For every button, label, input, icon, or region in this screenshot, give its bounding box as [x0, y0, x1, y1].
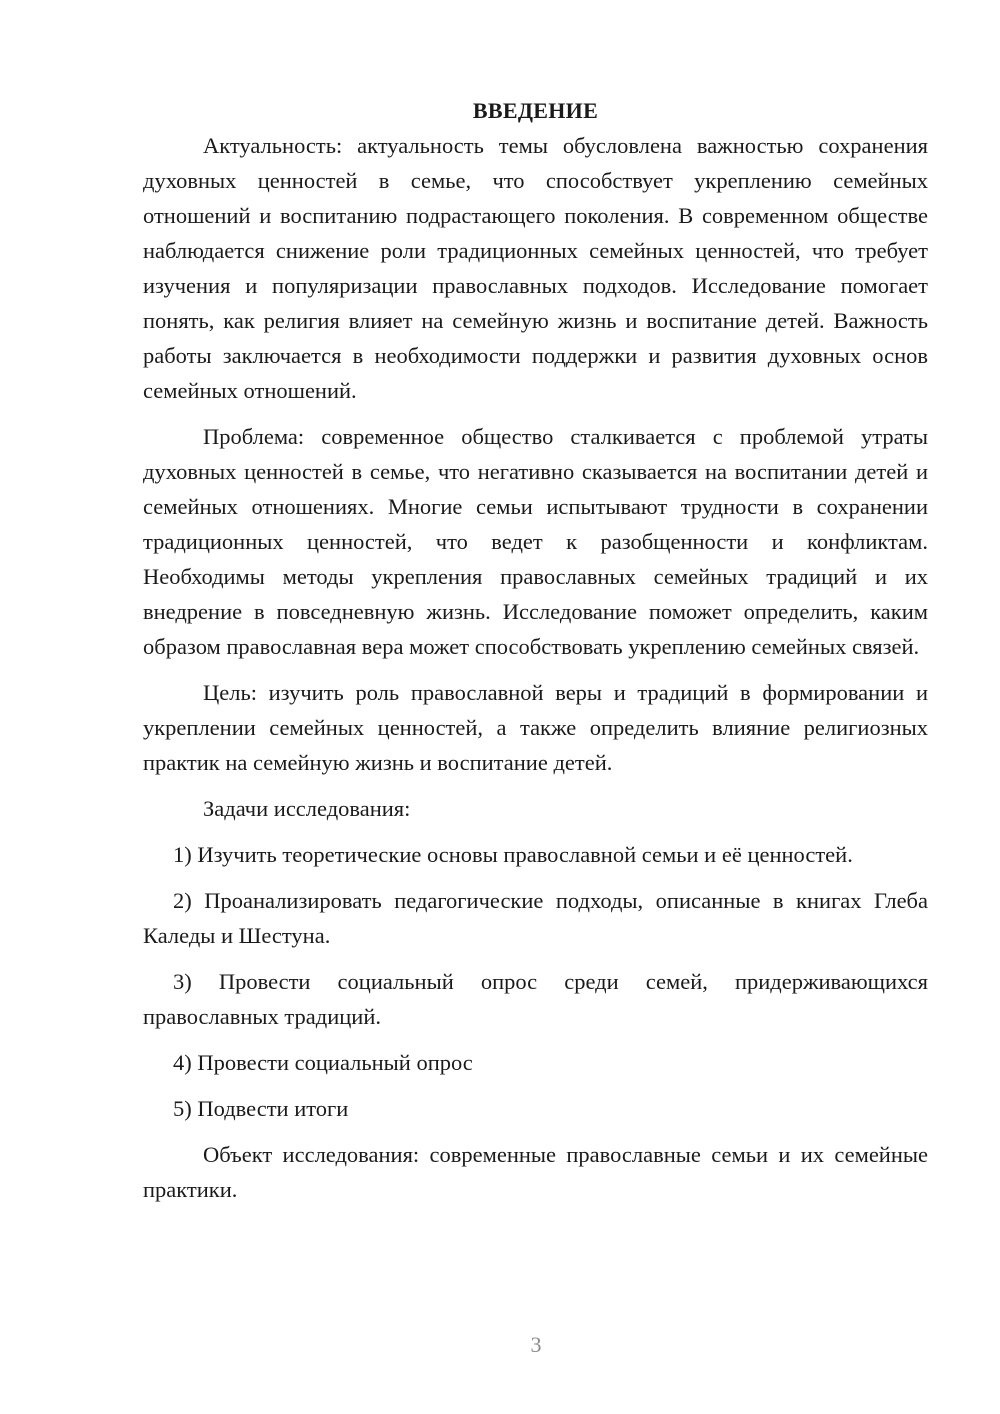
problem-paragraph: Проблема: современное общество сталкивается с проблемой утраты духовных ценностей в семье, что негативно сказывается на воспитании детей и семейных отношениях. Многие семьи испытывают трудности в сохранении традиционных ценностей, что ведет к разобщенности и конфликтам. Необходимы методы укрепления православных семейных традиций и их внедрение в повседневную жизнь. Исследование поможет определить, каким образом православная вера может способствовать укреплению семейных связей.: [143, 424, 928, 659]
task-item-3: 3) Провести социальный опрос среди семей, придерживающихся православных традиций.: [143, 969, 928, 1029]
page-title: ВВЕДЕНИЕ: [472, 98, 599, 123]
goal-paragraph: Цель: изучить роль православной веры и традиций в формировании и укреплении семейных ценностей, а также определить влияние религиозных практик на семейную жизнь и воспитание детей.: [143, 680, 928, 775]
task-item-5: 5) Подвести итоги: [173, 1096, 349, 1121]
relevance-paragraph: Актуальность: актуальность темы обусловлена важностью сохранения духовных ценностей в семье, что способствует укреплению семейных отношений и воспитанию подрастающего поколения. В современном обществе наблюдается снижение роли традиционных семейных ценностей, что требует изучения и популяризации православных подходов. Исследование помогает понять, как религия влияет на семейную жизнь и воспитание детей. Важность работы заключается в необходимости поддержки и развития духовных основ семейных отношений.: [143, 133, 928, 403]
task-item-2: 2) Проанализировать педагогические подходы, описанные в книгах Глеба Каледы и Шестуна.: [143, 888, 928, 948]
task-item-4: 4) Провести социальный опрос: [173, 1050, 473, 1075]
page-number: 3: [530, 1332, 542, 1357]
object-paragraph: Объект исследования: современные православные семьи и их семейные практики.: [143, 1142, 928, 1202]
tasks-heading: Задачи исследования:: [203, 796, 411, 821]
document-page: [143, 96, 928, 1218]
task-item-1: 1) Изучить теоретические основы православной семьи и её ценностей.: [173, 842, 853, 867]
